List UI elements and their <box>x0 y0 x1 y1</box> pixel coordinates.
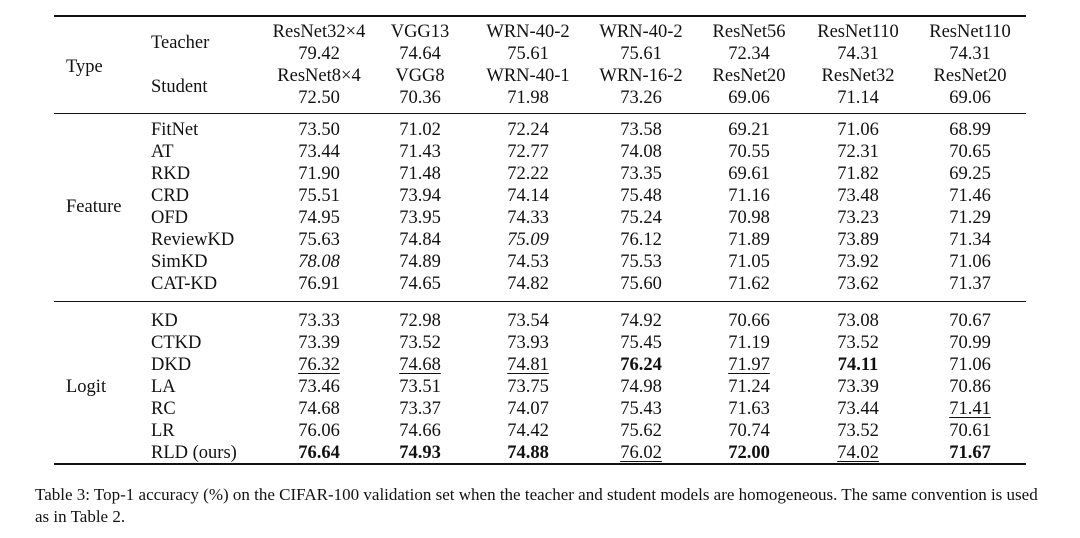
table-cell: 71.41 <box>949 399 991 419</box>
table-cell: 74.66 <box>399 421 441 441</box>
table-cell: 68.99 <box>949 120 991 140</box>
teacher-accuracy: 74.64 <box>399 44 441 64</box>
table-cell: 73.52 <box>837 333 879 353</box>
table-cell: 71.24 <box>728 377 770 397</box>
bottom-rule <box>54 463 1026 465</box>
group-rule <box>54 301 1026 302</box>
table-cell: 75.48 <box>620 186 662 206</box>
table-cell: 75.53 <box>620 252 662 272</box>
table-cell: 73.44 <box>837 399 879 419</box>
table-cell: 70.98 <box>728 208 770 228</box>
table-cell: 74.81 <box>507 355 549 375</box>
teacher-model: WRN-40-2 <box>486 22 570 42</box>
table-cell: 76.12 <box>620 230 662 250</box>
method-name: LR <box>151 421 175 441</box>
table-cell: 74.53 <box>507 252 549 272</box>
table-cell: 70.74 <box>728 421 770 441</box>
table-cell: 73.92 <box>837 252 879 272</box>
table-cell: 74.14 <box>507 186 549 206</box>
table-caption: Table 3: Top-1 accuracy (%) on the CIFAR-100 validation set when the teacher and student models are homogeneous. The same convention is used as in Table 2. <box>35 485 1038 526</box>
table-cell: 71.97 <box>728 355 770 375</box>
table-cell: 70.66 <box>728 311 770 331</box>
table-cell: 75.63 <box>298 230 340 250</box>
student-model: ResNet32 <box>821 66 895 86</box>
table-cell: 75.09 <box>507 230 549 250</box>
table-cell: 70.67 <box>949 311 991 331</box>
table-cell: 71.29 <box>949 208 991 228</box>
table-cell: 74.68 <box>298 399 340 419</box>
method-name: KD <box>151 311 178 331</box>
student-model: ResNet20 <box>933 66 1007 86</box>
teacher-model: WRN-40-2 <box>599 22 683 42</box>
table-cell: 72.24 <box>507 120 549 140</box>
type-header: Type <box>66 57 103 77</box>
student-model: VGG8 <box>395 66 445 86</box>
table-cell: 72.77 <box>507 142 549 162</box>
student-accuracy: 72.50 <box>298 88 340 108</box>
table-cell: 73.89 <box>837 230 879 250</box>
table-cell: 74.92 <box>620 311 662 331</box>
table-cell: 73.33 <box>298 311 340 331</box>
student-accuracy: 69.06 <box>949 88 991 108</box>
table-cell: 78.08 <box>298 252 340 272</box>
table-cell: 69.61 <box>728 164 770 184</box>
table-cell: 71.82 <box>837 164 879 184</box>
table-cell: 73.39 <box>298 333 340 353</box>
table-cell: 73.52 <box>399 333 441 353</box>
table-cell: 74.88 <box>507 443 549 463</box>
table-cell: 71.06 <box>949 252 991 272</box>
table-cell: 74.42 <box>507 421 549 441</box>
table-cell: 73.93 <box>507 333 549 353</box>
header-rule <box>54 113 1026 114</box>
table-cell: 74.84 <box>399 230 441 250</box>
group-label: Feature <box>66 197 122 217</box>
table-cell: 71.67 <box>949 443 991 463</box>
teacher-model: ResNet110 <box>929 22 1011 42</box>
table-cell: 73.94 <box>399 186 441 206</box>
table-cell: 73.08 <box>837 311 879 331</box>
student-accuracy: 70.36 <box>399 88 441 108</box>
table-cell: 72.22 <box>507 164 549 184</box>
table-cell: 73.46 <box>298 377 340 397</box>
method-name: SimKD <box>151 252 208 272</box>
table-cell: 74.98 <box>620 377 662 397</box>
table-cell: 71.34 <box>949 230 991 250</box>
method-name: AT <box>151 142 174 162</box>
table-cell: 73.95 <box>399 208 441 228</box>
group-label: Logit <box>66 377 107 397</box>
method-name: RC <box>151 399 176 419</box>
method-name: FitNet <box>151 120 199 140</box>
table-cell: 73.44 <box>298 142 340 162</box>
teacher-accuracy: 75.61 <box>620 44 662 64</box>
method-name: LA <box>151 377 176 397</box>
table-cell: 70.99 <box>949 333 991 353</box>
student-accuracy: 73.26 <box>620 88 662 108</box>
method-name: RLD (ours) <box>151 443 237 463</box>
table-cell: 71.19 <box>728 333 770 353</box>
teacher-model: ResNet56 <box>712 22 786 42</box>
table-cell: 71.63 <box>728 399 770 419</box>
table-cell: 74.82 <box>507 274 549 294</box>
table-cell: 72.00 <box>728 443 770 463</box>
table-cell: 73.50 <box>298 120 340 140</box>
student-model: ResNet20 <box>712 66 786 86</box>
teacher-model: ResNet110 <box>817 22 899 42</box>
table-cell: 70.55 <box>728 142 770 162</box>
table-cell: 71.37 <box>949 274 991 294</box>
table-cell: 73.54 <box>507 311 549 331</box>
method-name: CTKD <box>151 333 202 353</box>
table-cell: 74.89 <box>399 252 441 272</box>
table-cell: 73.51 <box>399 377 441 397</box>
table-cell: 71.06 <box>949 355 991 375</box>
student-header: Student <box>151 77 208 97</box>
student-model: WRN-40-1 <box>486 66 570 86</box>
table-cell: 76.24 <box>620 355 662 375</box>
table-cell: 69.21 <box>728 120 770 140</box>
table-cell: 71.06 <box>837 120 879 140</box>
table-cell: 76.06 <box>298 421 340 441</box>
table-cell: 74.02 <box>837 443 879 463</box>
table-cell: 76.32 <box>298 355 340 375</box>
table-cell: 74.08 <box>620 142 662 162</box>
table-cell: 73.75 <box>507 377 549 397</box>
table-cell: 71.43 <box>399 142 441 162</box>
method-name: RKD <box>151 164 191 184</box>
table-cell: 71.46 <box>949 186 991 206</box>
teacher-header: Teacher <box>151 33 210 53</box>
top-rule <box>54 15 1026 17</box>
table-cell: 74.65 <box>399 274 441 294</box>
table-cell: 71.89 <box>728 230 770 250</box>
table-cell: 72.98 <box>399 311 441 331</box>
table-cell: 73.23 <box>837 208 879 228</box>
table-cell: 74.95 <box>298 208 340 228</box>
method-name: OFD <box>151 208 189 228</box>
student-accuracy: 71.98 <box>507 88 549 108</box>
table-cell: 71.02 <box>399 120 441 140</box>
method-name: CRD <box>151 186 190 206</box>
teacher-model: ResNet32×4 <box>272 22 366 42</box>
table-cell: 75.24 <box>620 208 662 228</box>
table-cell: 73.39 <box>837 377 879 397</box>
teacher-model: VGG13 <box>390 22 450 42</box>
teacher-accuracy: 74.31 <box>837 44 879 64</box>
teacher-accuracy: 75.61 <box>507 44 549 64</box>
table-cell: 73.48 <box>837 186 879 206</box>
table-cell: 72.31 <box>837 142 879 162</box>
method-name: CAT-KD <box>151 274 218 294</box>
table-cell: 70.86 <box>949 377 991 397</box>
table-cell: 69.25 <box>949 164 991 184</box>
table-cell: 70.65 <box>949 142 991 162</box>
table-cell: 73.35 <box>620 164 662 184</box>
table-cell: 71.16 <box>728 186 770 206</box>
student-accuracy: 69.06 <box>728 88 770 108</box>
table-cell: 73.37 <box>399 399 441 419</box>
table-cell: 71.05 <box>728 252 770 272</box>
table-cell: 76.02 <box>620 443 662 463</box>
table-cell: 73.52 <box>837 421 879 441</box>
table-cell: 74.33 <box>507 208 549 228</box>
table-cell: 75.60 <box>620 274 662 294</box>
table-cell: 75.43 <box>620 399 662 419</box>
table-cell: 73.58 <box>620 120 662 140</box>
teacher-accuracy: 74.31 <box>949 44 991 64</box>
student-model: WRN-16-2 <box>599 66 683 86</box>
table-cell: 71.90 <box>298 164 340 184</box>
table-cell: 74.11 <box>837 355 879 375</box>
table-cell: 75.51 <box>298 186 340 206</box>
table-cell: 71.62 <box>728 274 770 294</box>
student-model: ResNet8×4 <box>277 66 361 86</box>
table-cell: 70.61 <box>949 421 991 441</box>
table-cell: 73.62 <box>837 274 879 294</box>
method-name: ReviewKD <box>151 230 235 250</box>
table-cell: 76.64 <box>298 443 340 463</box>
student-accuracy: 71.14 <box>837 88 879 108</box>
teacher-accuracy: 79.42 <box>298 44 340 64</box>
table-cell: 74.07 <box>507 399 549 419</box>
table-cell: 71.48 <box>399 164 441 184</box>
table-cell: 76.91 <box>298 274 340 294</box>
table-cell: 75.62 <box>620 421 662 441</box>
method-name: DKD <box>151 355 192 375</box>
table-cell: 75.45 <box>620 333 662 353</box>
table-cell: 74.93 <box>399 443 441 463</box>
table-cell: 74.68 <box>399 355 441 375</box>
teacher-accuracy: 72.34 <box>728 44 770 64</box>
